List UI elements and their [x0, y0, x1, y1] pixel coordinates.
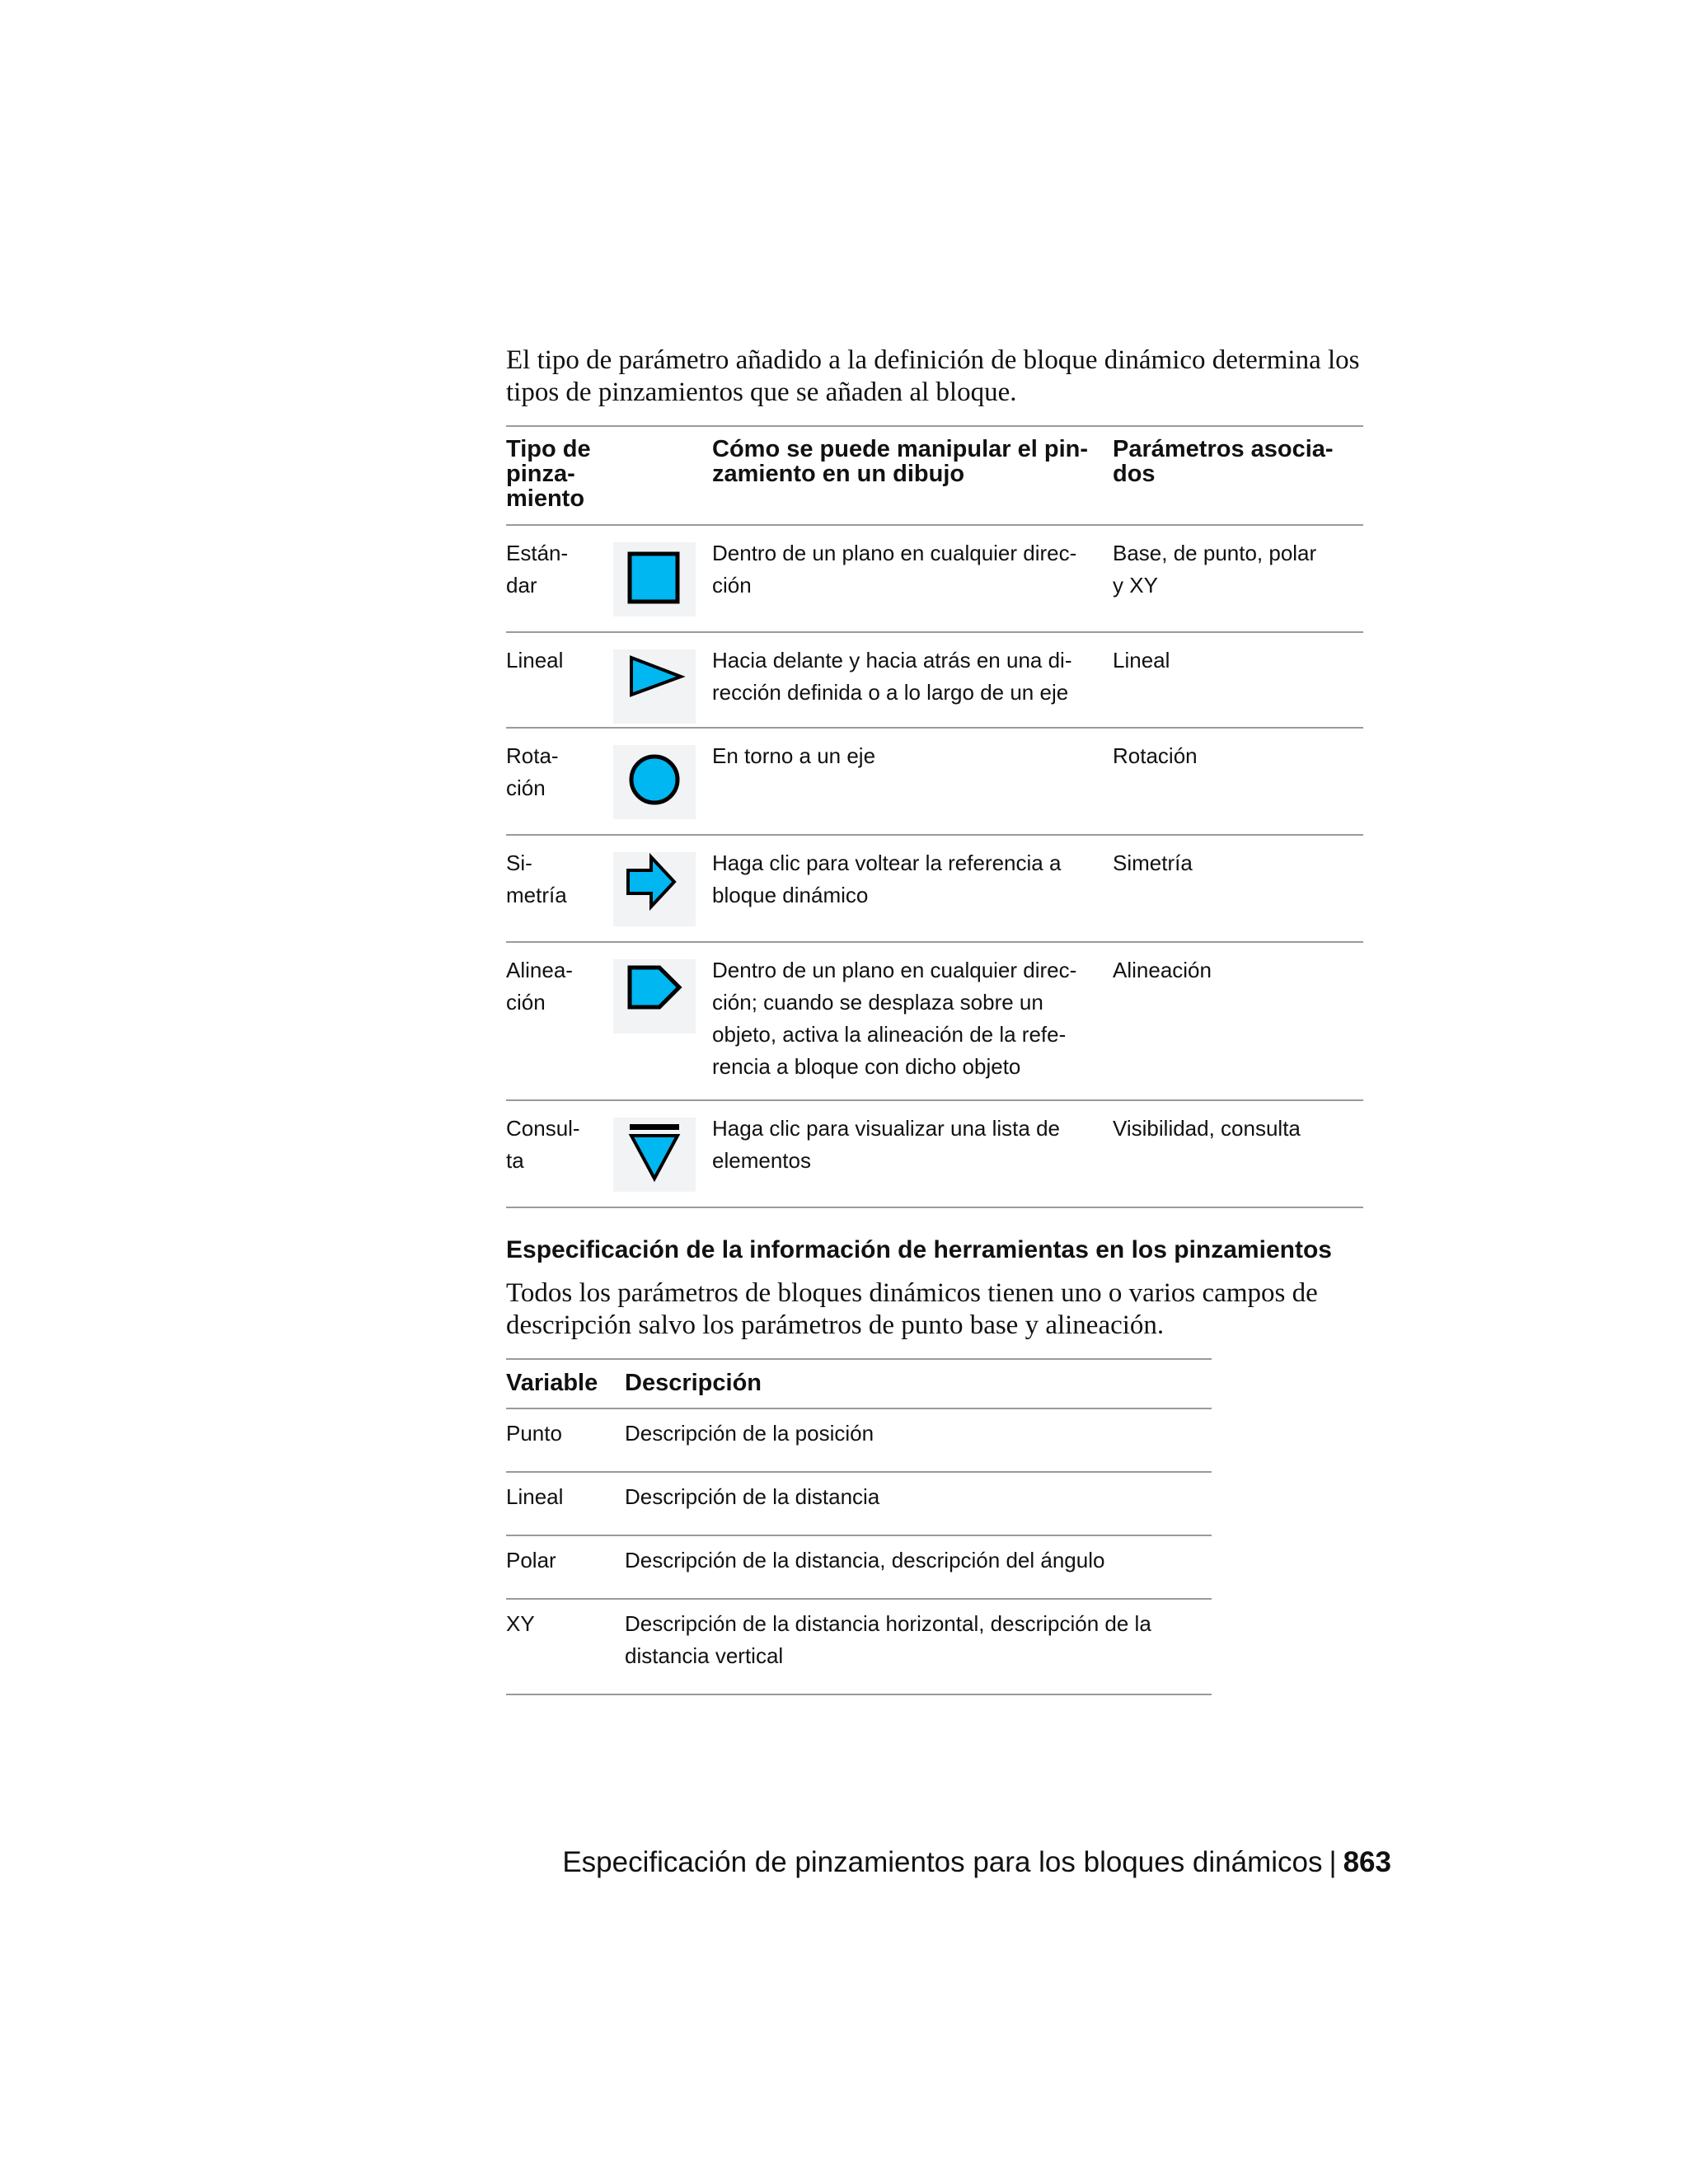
table-row — [506, 1101, 1363, 1207]
lookup-grip-icon — [613, 1118, 696, 1192]
grip-params: Alineación — [1113, 958, 1212, 982]
flip-grip-icon — [613, 852, 696, 926]
grip-params: Lineal — [1113, 648, 1170, 673]
circle-grip-icon — [613, 745, 696, 819]
grip-manipulation: Dentro de un plano en cualquier direc- ción; cuando se desplaza sobre un objeto, activa la alineación de la refe- rencia a bloque con dicho objeto — [712, 958, 1077, 1079]
header-associated-params: Parámetros asocia- dos — [1113, 436, 1334, 487]
section-title: Especificación de la información de herramientas en los pinzamientos — [506, 1236, 1332, 1263]
alignment-grip-icon — [613, 959, 696, 1033]
table-row — [506, 943, 1363, 1101]
header-variable: Variable — [506, 1370, 598, 1396]
footer-title: Especificación de pinzamientos para los bloques dinámicos — [562, 1846, 1323, 1878]
grip-params: Simetría — [1113, 851, 1193, 875]
variable-description: Descripción de la distancia horizontal, descripción de la distancia vertical — [625, 1611, 1151, 1668]
page-footer — [495, 1846, 1391, 1879]
square-grip-icon — [613, 542, 696, 616]
grip-type: Si- metría — [506, 851, 567, 907]
grip-manipulation: Haga clic para voltear la referencia a bloque dinámico — [712, 851, 1062, 907]
table-row — [506, 1409, 1212, 1473]
grip-params: Rotación — [1113, 743, 1198, 768]
grip-params: Base, de punto, polar y XY — [1113, 541, 1317, 598]
variable-description: Descripción de la posición — [625, 1421, 874, 1446]
grip-manipulation: Dentro de un plano en cualquier direc- ción — [712, 541, 1077, 598]
grip-manipulation: Hacia delante y hacia atrás en una di- rección definida o a lo largo de un eje — [712, 648, 1072, 705]
var-table-header — [506, 1360, 1212, 1409]
footer-separator: | — [1329, 1846, 1337, 1878]
grip-type: Lineal — [506, 648, 564, 673]
variable-name: Punto — [506, 1421, 562, 1446]
page-number: 863 — [1343, 1846, 1391, 1878]
table-row — [506, 526, 1363, 633]
variable-name: Lineal — [506, 1484, 564, 1509]
table-row — [506, 729, 1363, 836]
grip-manipulation: En torno a un eje — [712, 743, 876, 768]
grip-table-header — [506, 427, 1363, 526]
grip-types-table — [506, 425, 1363, 1208]
table-row — [506, 836, 1363, 943]
variable-name: Polar — [506, 1548, 556, 1572]
linear-grip-icon — [613, 649, 696, 724]
variable-description: Descripción de la distancia — [625, 1484, 880, 1509]
variable-name: XY — [506, 1611, 535, 1636]
table-row — [506, 633, 1363, 729]
table-row — [506, 1600, 1212, 1694]
grip-manipulation: Haga clic para visualizar una lista de elementos — [712, 1116, 1060, 1173]
table-row — [506, 1536, 1212, 1600]
grip-params: Visibilidad, consulta — [1113, 1116, 1301, 1141]
grip-type: Rota- ción — [506, 743, 559, 800]
section-body: Todos los parámetros de bloques dinámicos tienen uno o varios campos de descripción salvo los parámetros de punto base y alineación. — [506, 1278, 1318, 1340]
grip-type: Consul- ta — [506, 1116, 580, 1173]
table-row — [506, 1473, 1212, 1536]
variable-description: Descripción de la distancia, descripción del ángulo — [625, 1548, 1105, 1572]
variables-table — [506, 1358, 1212, 1695]
header-description: Descripción — [625, 1370, 762, 1396]
header-manipulation: Cómo se puede manipular el pin- zamiento en un dibujo — [712, 436, 1089, 487]
grip-type: Alinea- ción — [506, 958, 573, 1015]
grip-type: Están- dar — [506, 541, 569, 598]
intro-paragraph: El tipo de parámetro añadido a la definición de bloque dinámico determina los tipos de pinzamientos que se añaden al bloque. — [506, 345, 1360, 407]
header-grip-type: Tipo de pinza- miento — [506, 436, 591, 512]
